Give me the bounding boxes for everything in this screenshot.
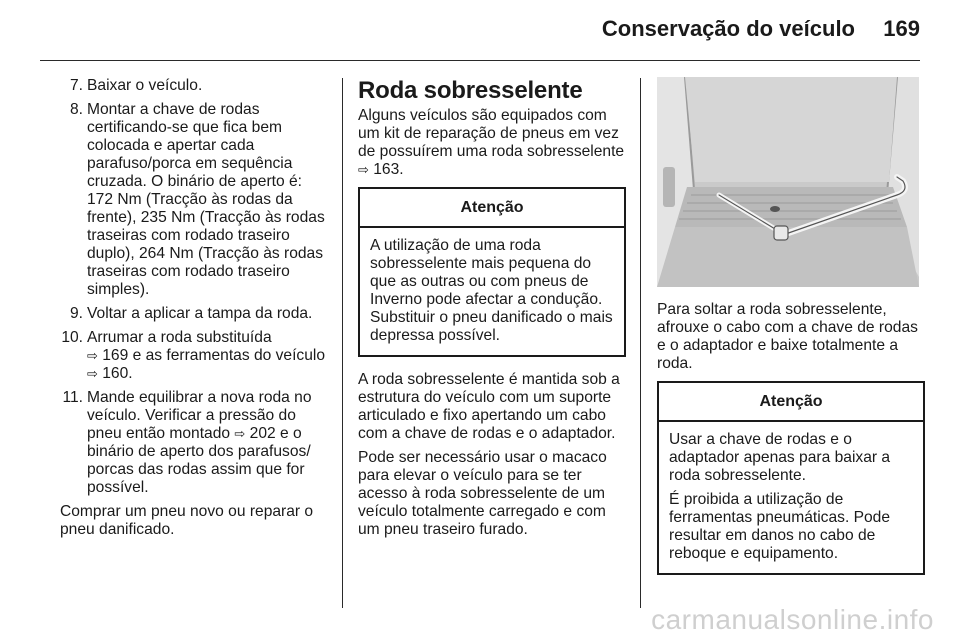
page-header: [0, 0, 960, 62]
list-item: [60, 101, 328, 299]
warning-box: [358, 187, 626, 357]
step-number: 11.: [62, 389, 83, 406]
column-left: [60, 77, 328, 545]
page-reference-link[interactable]: 160: [102, 365, 129, 382]
section-heading: Roda sobresselente: [358, 77, 583, 104]
step-number: 10.: [61, 329, 83, 346]
list-item: [60, 77, 328, 95]
list-item: [60, 389, 328, 497]
cross-reference-icon: ⇨: [87, 348, 98, 363]
intro-text: .: [399, 161, 404, 178]
cross-reference-icon: ⇨: [358, 162, 369, 177]
intro-paragraph: [358, 107, 626, 179]
body-paragraph: A roda sobresselente é mantida sob a estrutura do veículo com um suporte articulado e fixo apertando um cabo com a chave de rodas e o adaptador.: [358, 371, 620, 442]
step-text: e o binário de aperto dos parafusos/ porcas das rodas assim que for possível.: [87, 425, 311, 496]
step-text: Arrumar a roda substituída: [87, 329, 272, 346]
step-text: e as ferramentas do veículo: [128, 347, 326, 364]
step-number: 9.: [69, 305, 83, 322]
warning-text: É proibida a utilização de ferramentas pneumáticas. Pode resultar em danos no cabo de reboque e equipamento.: [669, 491, 891, 562]
step-text: Voltar a aplicar a tampa da roda.: [87, 305, 313, 322]
warning-heading: Atenção: [360, 189, 624, 228]
body-paragraph: Pode ser necessário usar o macaco para elevar o veículo para se ter acesso à roda sobresselente de um veículo totalmente carregado e com um pneu traseiro furado.: [358, 449, 607, 538]
step-text: Mande equilibrar a nova roda no veículo. Verificar a pressão do pneu então montado: [87, 389, 312, 442]
column-divider-2: [640, 78, 641, 608]
page-number: 169: [883, 16, 920, 41]
column-divider-1: [342, 78, 343, 608]
step-number: 7.: [69, 77, 83, 94]
header-divider: [40, 60, 920, 61]
list-item: [60, 305, 328, 323]
spare-wheel-illustration: [657, 77, 919, 287]
closing-paragraph: Comprar um pneu novo ou reparar o pneu danificado.: [60, 503, 314, 538]
step-number: 8.: [69, 101, 83, 118]
step-text: Baixar o veículo.: [87, 77, 203, 94]
warning-box: [657, 381, 925, 575]
page-reference-link[interactable]: 163: [373, 161, 400, 178]
cross-reference-icon: ⇨: [87, 366, 98, 381]
figure-caption: Para soltar a roda sobresselente, afrouxe o cabo com a chave de rodas e o adaptador e baixe totalmente a roda.: [657, 301, 918, 372]
page-reference-link[interactable]: 169: [102, 347, 129, 364]
warning-heading: Atenção: [659, 383, 923, 422]
intro-text: Alguns veículos são equipados com um kit de reparação de pneus em vez de possuírem uma roda sobresselente: [358, 107, 625, 160]
step-text: .: [128, 365, 133, 382]
column-middle: [358, 77, 626, 545]
list-item: [60, 329, 328, 383]
cross-reference-icon: ⇨: [234, 426, 246, 441]
step-text: Montar a chave de rodas certificando-se que fica bem colocada e apertar cada parafuso/porca em sequência cruzada. O binário de aperto é: 172 Nm (Tracção às rodas da frente), 235 Nm (Tracção às rodas traseiras com rodado traseiro duplo), 264 Nm (Tracção às rodas traseiras com rodado traseiro simples).: [87, 101, 325, 298]
column-right: [657, 77, 925, 589]
vehicle-rear-image: [657, 77, 919, 287]
steps-list: [60, 77, 328, 497]
warning-text: A utilização de uma roda sobresselente mais pequena do que as outras ou com pneus de Inverno pode afectar a condução. Substituir o pneu danificado o mais depressa possível.: [370, 237, 613, 344]
page-title: Conservação do veículo: [601, 16, 855, 41]
warning-text: Usar a chave de rodas e o adaptador apenas para baixar a roda sobresselente.: [669, 431, 891, 484]
watermark: carmanualsonline.info: [651, 604, 934, 635]
page-reference-link[interactable]: 202: [249, 425, 276, 442]
